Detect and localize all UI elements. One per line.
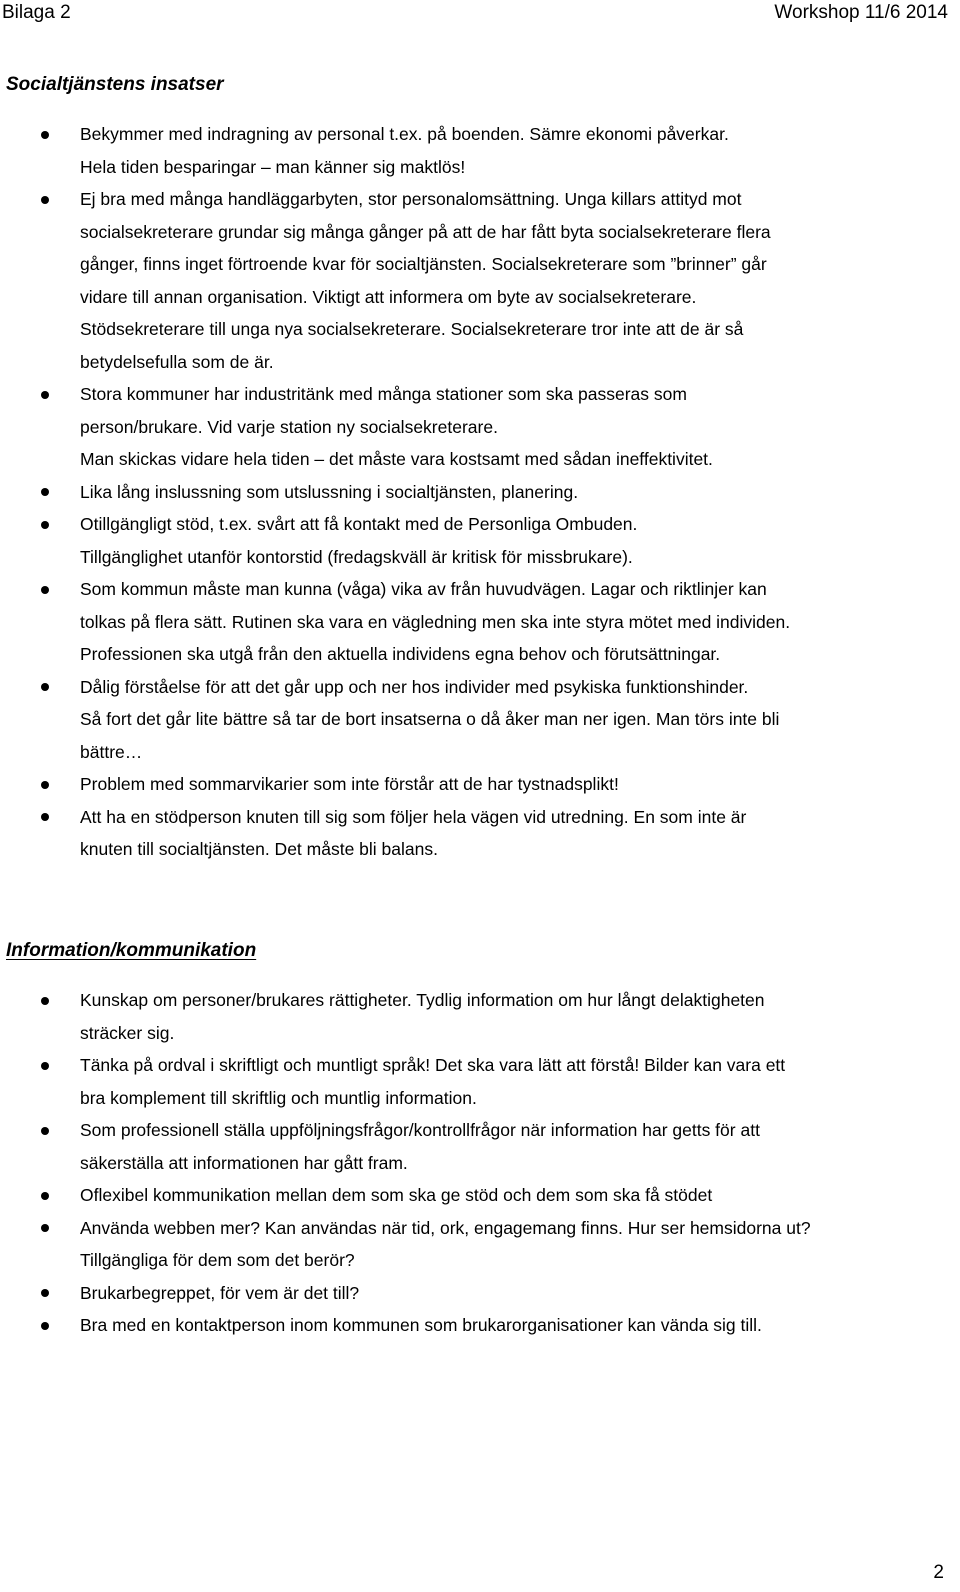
- bullet-item: [0, 1309, 960, 1342]
- bullet-item: [0, 118, 960, 183]
- bullet-text-line: socialsekreterare grundar sig många gånger på att de har fått byta socialsekreterare flera: [80, 221, 771, 242]
- bullet-text-line: Att ha en stödperson knuten till sig som följer hela vägen vid utredning. En som inte är: [80, 806, 747, 827]
- bullet-text-line: person/brukare. Vid varje station ny socialsekreterare.: [80, 416, 498, 437]
- bullet-text-line: Tänka på ordval i skriftligt och muntligt språk! Det ska vara lätt att förstå! Bilder kan vara ett: [80, 1055, 786, 1075]
- section-heading-information: Information/kommunikation: [6, 940, 257, 961]
- bullet-text-line: Stora kommuner har industritänk med många stationer som ska passeras som: [80, 384, 687, 404]
- bullet-dot-icon: [41, 488, 49, 496]
- bullet-dot-icon: [41, 521, 49, 529]
- bullet-text-line: Dålig förståelse för att det går upp och ner hos individer med psykiska funktionshinder.: [80, 676, 749, 697]
- bullet-dot-icon: [41, 1127, 49, 1135]
- bullet-text-line: betydelsefulla som de är.: [80, 351, 274, 372]
- bullet-dot-icon: [41, 781, 49, 789]
- bullet-text-line: Kunskap om personer/brukares rättigheter. Tydlig information om hur långt delaktigheten: [80, 990, 765, 1010]
- bullet-text-line: Ej bra med många handläggarbyten, stor personalomsättning. Unga killars attityd mot: [80, 189, 742, 209]
- bullet-text-line: Bra med en kontaktperson inom kommunen som brukarorganisationer kan vända sig till.: [80, 1315, 762, 1335]
- bullet-text-line: Professionen ska utgå från den aktuella individens egna behov och förutsättningar.: [80, 644, 721, 664]
- bullet-dot-icon: [41, 391, 49, 399]
- bullet-text-line: Man skickas vidare hela tiden – det måste vara kostsamt med sådan ineffektivitet.: [80, 449, 713, 469]
- bullet-dot-icon: [41, 683, 49, 691]
- bullet-list-information: [0, 984, 960, 1342]
- page-header: [0, 0, 960, 30]
- bullet-text-line: Otillgängligt stöd, t.ex. svårt att få kontakt med de Personliga Ombuden.: [80, 514, 638, 534]
- bullet-text-line: Som kommun måste man kunna (våga) vika av från huvudvägen. Lagar och riktlinjer kan: [80, 579, 767, 599]
- bullet-dot-icon: [41, 131, 49, 139]
- bullet-list-insatser: [0, 118, 960, 866]
- bullet-item: [0, 1277, 960, 1310]
- bullet-dot-icon: [41, 813, 49, 821]
- bullet-text-line: Tillgänglighet utanför kontorstid (fredagskväll är kritisk för missbrukare).: [80, 546, 633, 567]
- bullet-dot-icon: [41, 997, 49, 1005]
- bullet-dot-icon: [41, 586, 49, 594]
- header-right-text: Workshop 11/6 2014: [774, 2, 948, 23]
- bullet-text-line: bra komplement till skriftlig och muntlig information.: [80, 1087, 477, 1108]
- section-heading-insatser: Socialtjänstens insatser: [6, 74, 224, 95]
- bullet-item: [0, 671, 960, 769]
- bullet-item: [0, 378, 960, 476]
- bullet-item: [0, 1179, 960, 1212]
- bullet-dot-icon: [41, 1289, 49, 1297]
- bullet-text-line: Brukarbegreppet, för vem är det till?: [80, 1282, 360, 1303]
- bullet-text-line: Stödsekreterare till unga nya socialsekreterare. Socialsekreterare tror inte att de är så: [80, 319, 744, 339]
- bullet-text-line: säkerställa att informationen har gått fram.: [80, 1152, 408, 1173]
- bullet-dot-icon: [41, 1224, 49, 1232]
- bullet-text-line: sträcker sig.: [80, 1022, 175, 1043]
- bullet-text-line: Lika lång inslussning som utslussning i socialtjänsten, planering.: [80, 481, 579, 502]
- bullet-text-line: Som professionell ställa uppföljningsfrågor/kontrollfrågor när information har getts för att: [80, 1120, 760, 1140]
- bullet-text-line: tolkas på flera sätt. Rutinen ska vara en vägledning men ska inte styra mötet med individen.: [80, 611, 791, 632]
- bullet-text-line: Så fort det går lite bättre så tar de bort insatserna o då åker man ner igen. Man törs inte bli: [80, 709, 780, 729]
- bullet-item: [0, 768, 960, 801]
- bullet-item: [0, 183, 960, 378]
- bullet-item: [0, 984, 960, 1049]
- bullet-item: [0, 1212, 960, 1277]
- bullet-text-line: Problem med sommarvikarier som inte förstår att de har tystnadsplikt!: [80, 774, 619, 794]
- bullet-dot-icon: [41, 1192, 49, 1200]
- header-left-text: Bilaga 2: [2, 2, 71, 23]
- bullet-text-line: Bekymmer med indragning av personal t.ex. på boenden. Sämre ekonomi påverkar.: [80, 124, 729, 144]
- page-number: 2: [933, 1562, 944, 1583]
- bullet-dot-icon: [41, 196, 49, 204]
- bullet-dot-icon: [41, 1062, 49, 1070]
- bullet-text-line: Tillgängliga för dem som det berör?: [80, 1250, 355, 1270]
- bullet-dot-icon: [41, 1322, 49, 1330]
- bullet-text-line: gånger, finns inget förtroende kvar för socialtjänsten. Socialsekreterare som ”brinner” går: [80, 254, 767, 274]
- bullet-text-line: Använda webben mer? Kan användas när tid, ork, engagemang finns. Hur ser hemsidorna ut?: [80, 1217, 811, 1238]
- bullet-text-line: vidare till annan organisation. Viktigt att informera om byte av socialsekreterare.: [80, 286, 697, 307]
- bullet-text-line: Oflexibel kommunikation mellan dem som ska ge stöd och dem som ska få stödet: [80, 1185, 713, 1205]
- bullet-item: [0, 476, 960, 509]
- bullet-item: [0, 508, 960, 573]
- bullet-item: [0, 1114, 960, 1179]
- bullet-text-line: Hela tiden besparingar – man känner sig maktlös!: [80, 156, 466, 177]
- bullet-text-line: bättre…: [80, 741, 143, 762]
- bullet-item: [0, 573, 960, 671]
- bullet-item: [0, 1049, 960, 1114]
- bullet-item: [0, 801, 960, 866]
- bullet-text-line: knuten till socialtjänsten. Det måste bli balans.: [80, 839, 438, 859]
